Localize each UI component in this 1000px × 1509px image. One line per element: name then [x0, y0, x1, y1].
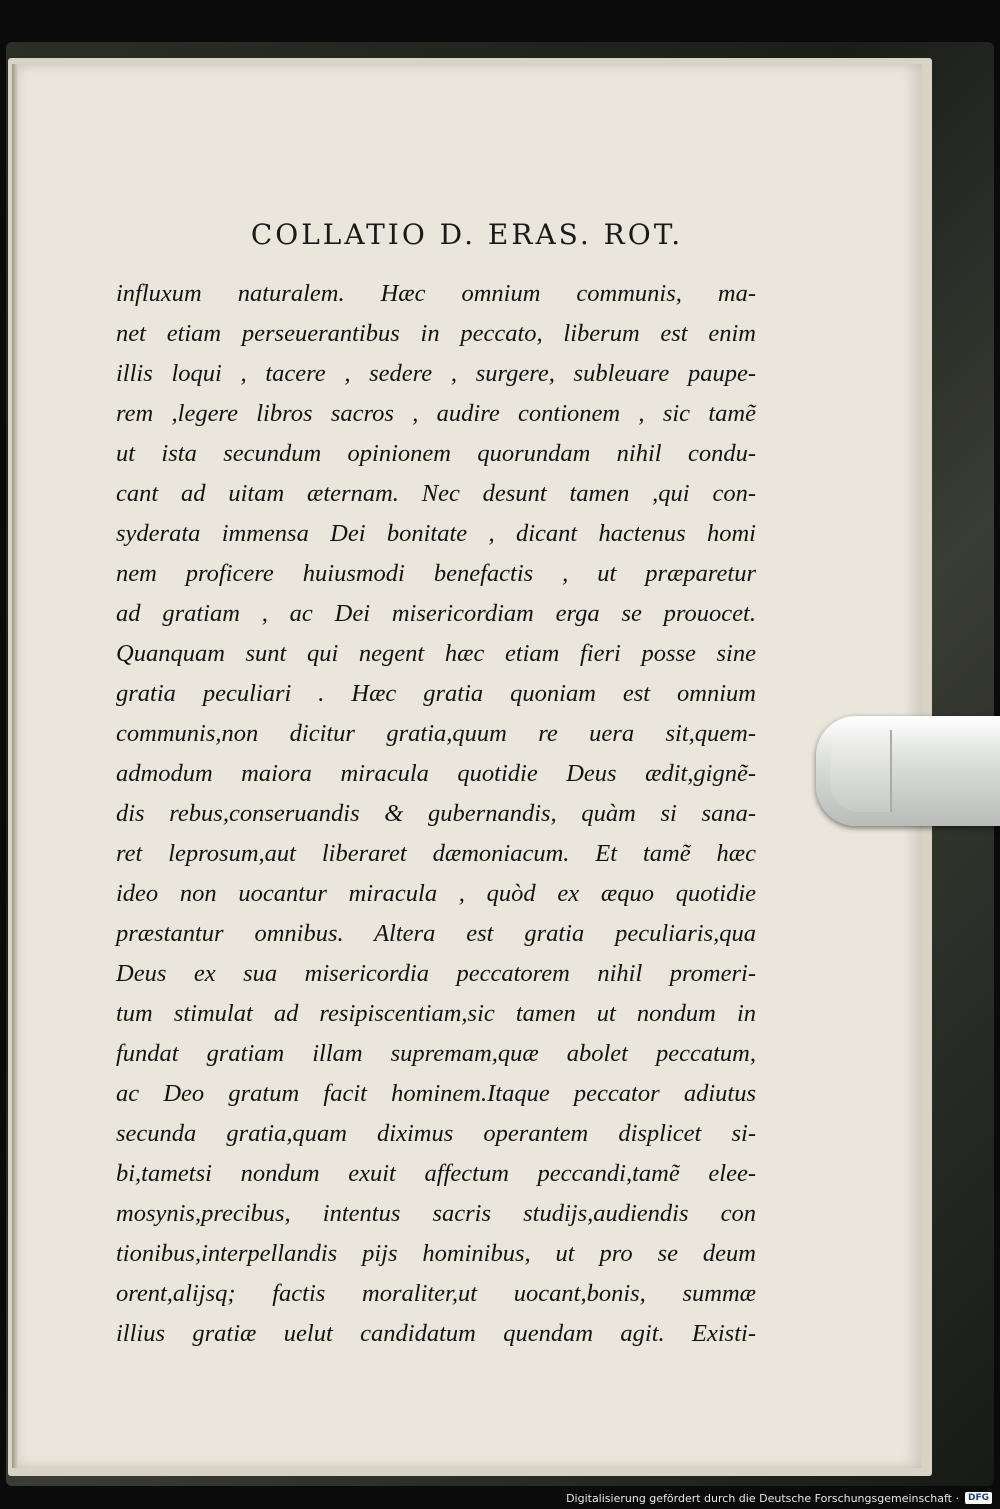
text-line: fundat gratiam illam supremam,quæ abolet peccatum, [116, 1040, 756, 1067]
running-head: COLLATIO D. ERAS. ROT. [250, 218, 684, 251]
text-line: ut ista secundum opinionem quorundam nihil condu- [116, 440, 756, 467]
text-line: ac Deo gratum facit hominem.Itaque peccator adiutus [116, 1080, 756, 1107]
text-line: syderata immensa Dei bonitate , dicant hactenus homi [116, 520, 756, 547]
footer-credit: Digitalisierung gefördert durch die Deutsche Forschungsgemeinschaft · [566, 1491, 959, 1505]
text-line: orent,alijsq; factis moraliter,ut uocant,bonis, summæ [116, 1280, 756, 1307]
text-line: mosynis,precibus, intentus sacris studijs,audiendis con [116, 1200, 756, 1227]
text-line: Deus ex sua misericordia peccatorem nihil promeri- [116, 960, 756, 987]
text-line: Quanquam sunt qui negent hæc etiam fieri posse sine [116, 640, 756, 667]
text-line: ret leprosum,aut liberaret dæmoniacum. Et tamẽ hæc [116, 840, 756, 867]
text-line: influxum naturalem. Hæc omnium communis, ma- [116, 280, 756, 307]
book-clasp [816, 716, 1000, 826]
text-line: rem ,legere libros sacros , audire contionem , sic tamẽ [116, 400, 756, 427]
text-line: secunda gratia,quam diximus operantem displicet si- [116, 1120, 756, 1147]
clasp-loop [830, 730, 892, 812]
text-line: cant ad uitam æternam. Nec desunt tamen ,qui con- [116, 480, 756, 507]
text-line: illis loqui , tacere , sedere , surgere, subleuare paupe- [116, 360, 756, 387]
book-page [12, 64, 922, 1468]
text-line: præstantur omnibus. Altera est gratia peculiaris,qua [116, 920, 756, 947]
text-line: ideo non uocantur miracula , quòd ex æquo quotidie [116, 880, 756, 907]
text-line: communis,non dicitur gratia,quum re uera sit,quem- [116, 720, 756, 747]
page-gutter [12, 64, 18, 1468]
text-line: net etiam perseuerantibus in peccato, liberum est enim [116, 320, 756, 347]
text-line: nem proficere huiusmodi benefactis , ut præparetur [116, 560, 756, 587]
text-line: ad gratiam , ac Dei misericordiam erga se prouocet. [116, 600, 756, 627]
digitization-footer [566, 1489, 992, 1507]
text-line: bi,tametsi nondum exuit affectum peccandi,tamẽ elee- [116, 1160, 756, 1187]
text-line: gratia peculiari . Hæc gratia quoniam est omnium [116, 680, 756, 707]
text-line: dis rebus,conseruandis & gubernandis, quàm si sana- [116, 800, 756, 827]
text-line: admodum maiora miracula quotidie Deus ædit,gignẽ- [116, 760, 756, 787]
text-line: tionibus,interpellandis pijs hominibus, ut pro se deum [116, 1240, 756, 1267]
text-line: illius gratiæ uelut candidatum quendam agit. Existi- [116, 1320, 756, 1347]
text-block [116, 274, 756, 1354]
dfg-logo-icon: DFG [965, 1492, 992, 1504]
text-line: tum stimulat ad resipiscentiam,sic tamen ut nondum in [116, 1000, 756, 1027]
